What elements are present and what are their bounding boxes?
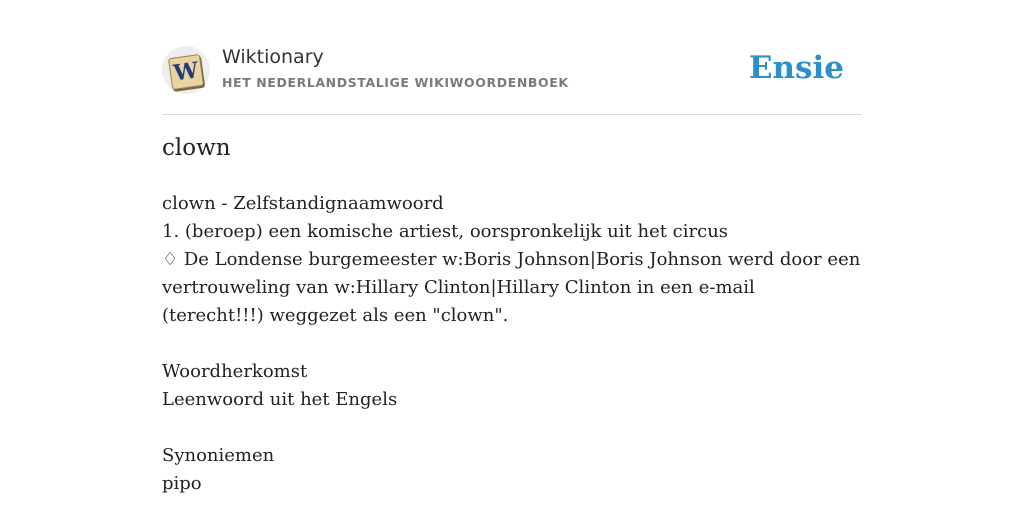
etymology-heading: Woordherkomst (162, 361, 308, 382)
synonyms-heading: Synoniemen (162, 445, 275, 466)
etymology-text: Leenwoord uit het Engels (162, 389, 398, 410)
synonyms-text: pipo (162, 473, 202, 494)
logo-tile-icon: W (168, 54, 204, 90)
example-sentence: ♢ De Londense burgemeester w:Boris Johnson|Boris Johnson werd door een vertrouweling van w:Hillary Clinton|Hillary Clinton in een e-mail (terecht!!!) weggezet als een "clown". (162, 249, 861, 326)
part-of-speech-line: clown - Zelfstandignaamwoord (162, 193, 444, 214)
definition-line: 1. (beroep) een komische artiest, oorspronkelijk uit het circus (162, 221, 729, 242)
site-name[interactable]: Wiktionary (222, 46, 324, 68)
spacer (162, 414, 862, 442)
ensie-brand-link[interactable]: Ensie (748, 50, 844, 86)
wiktionary-logo[interactable] (162, 46, 210, 94)
site-tagline: HET NEDERLANDSTALIGE WIKIWOORDENBOEK (222, 75, 569, 90)
entry-content (162, 190, 862, 498)
page-title: clown (162, 135, 231, 161)
spacer (162, 330, 862, 358)
site-header (162, 44, 862, 115)
